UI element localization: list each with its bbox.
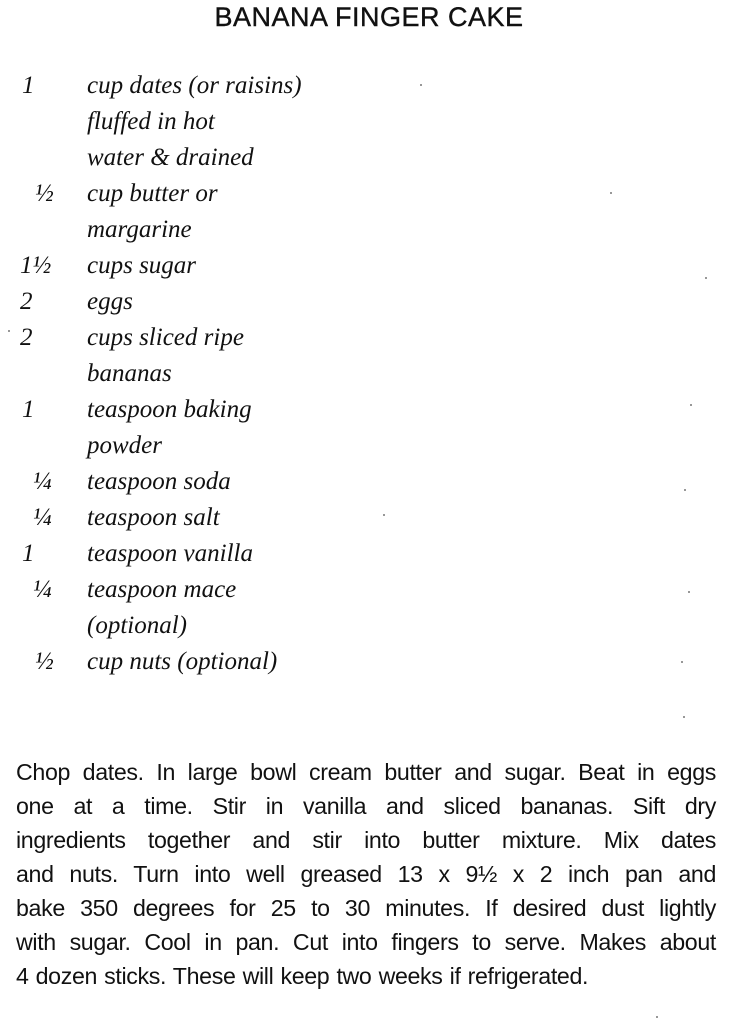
- ingredient-line: water & drained: [87, 144, 254, 171]
- ingredient-line: powder: [87, 432, 162, 459]
- scan-speck: [610, 192, 612, 194]
- ingredient-line: cup butter or: [87, 180, 218, 207]
- ingredient-line: teaspoon mace: [87, 576, 237, 603]
- recipe-title: BANANA FINGER CAKE: [214, 2, 524, 32]
- ingredient-line: bananas: [87, 360, 172, 387]
- directions-paragraph: [16, 755, 716, 993]
- scan-speck: [383, 514, 385, 516]
- ingredient-quantity: 1: [22, 72, 35, 99]
- ingredient-quantity: ¼: [33, 576, 52, 603]
- ingredient-line: (optional): [87, 612, 187, 639]
- directions-line: Chop dates. In large bowl cream butter and sugar. Beat in eggs: [16, 759, 716, 785]
- ingredient-description: [87, 536, 253, 572]
- directions-line: and nuts. Turn into well greased 13 x 9½ x 2 inch pan and: [16, 861, 716, 887]
- ingredient-description: [87, 392, 252, 464]
- ingredient-description: [87, 284, 133, 320]
- ingredient-quantity: 1: [22, 540, 35, 567]
- scan-speck: [8, 330, 10, 332]
- ingredient-quantity: 2: [20, 324, 33, 351]
- ingredient-description: [87, 320, 244, 392]
- scan-speck: [656, 1016, 658, 1018]
- ingredient-line: fluffed in hot: [87, 108, 215, 135]
- ingredient-line: teaspoon soda: [87, 468, 231, 495]
- ingredient-line: cups sugar: [87, 252, 197, 279]
- scan-speck: [420, 84, 422, 86]
- ingredient-description: [87, 464, 231, 500]
- ingredient-quantity: ½: [35, 648, 54, 675]
- directions-line: with sugar. Cool in pan. Cut into fingers to serve. Makes about: [16, 929, 716, 955]
- ingredient-line: teaspoon salt: [87, 504, 220, 531]
- ingredient-line: eggs: [87, 288, 133, 315]
- ingredient-line: cup nuts (optional): [87, 648, 278, 675]
- ingredient-quantity: ¼: [33, 468, 52, 495]
- directions-line: 4 dozen sticks. These will keep two weeks if refrigerated.: [16, 963, 589, 989]
- scan-speck: [688, 591, 690, 593]
- ingredient-quantity: 1: [22, 396, 35, 423]
- ingredient-description: [87, 248, 196, 284]
- ingredient-line: teaspoon vanilla: [87, 540, 253, 567]
- ingredient-quantity: 1½: [20, 252, 52, 279]
- scan-speck: [705, 277, 707, 279]
- ingredient-line: teaspoon baking: [87, 396, 252, 423]
- ingredient-line: cups sliced ripe: [87, 324, 244, 351]
- scan-speck: [681, 661, 683, 663]
- ingredient-description: [87, 68, 302, 176]
- ingredient-quantity: ¼: [33, 504, 52, 531]
- scan-speck: [683, 716, 685, 718]
- ingredient-quantity: 2: [20, 288, 33, 315]
- ingredient-description: [87, 572, 236, 644]
- directions-line: one at a time. Stir in vanilla and sliced bananas. Sift dry: [16, 793, 716, 819]
- scan-speck: [684, 489, 686, 491]
- scan-speck: [690, 404, 692, 406]
- directions-line: bake 350 degrees for 25 to 30 minutes. If desired dust lightly: [16, 895, 716, 921]
- ingredient-line: cup dates (or raisins): [87, 72, 302, 99]
- directions-line: ingredients together and stir into butter mixture. Mix dates: [16, 827, 716, 853]
- ingredient-quantity: ½: [35, 180, 54, 207]
- ingredient-description: [87, 176, 218, 248]
- ingredient-description: [87, 644, 277, 680]
- ingredient-description: [87, 500, 220, 536]
- ingredient-line: margarine: [87, 216, 192, 243]
